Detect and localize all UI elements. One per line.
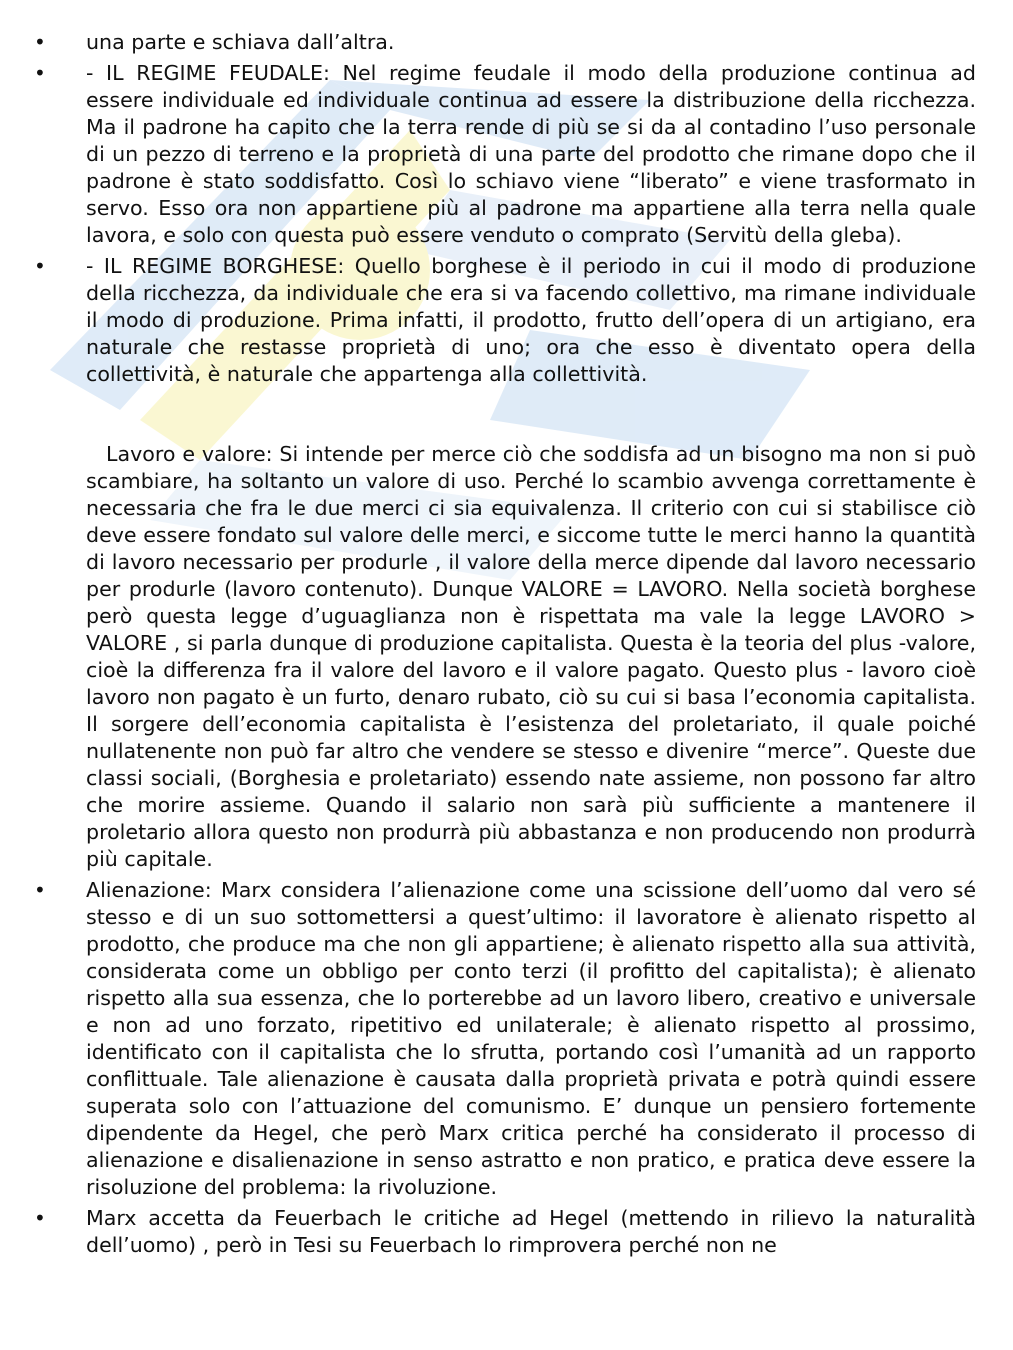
paragraph-text: - IL REGIME FEUDALE: Nel regime feudale il modo della produzione continua ad essere individuale ed individuale continua ad essere la distribuzione della ricchezza. Ma il padrone ha capito che la terra rende di più se si da al contadino l’uso personale di un pezzo di terreno e la proprietà di una parte del prodotto che rimane dopo che il padrone è stato soddisfatto. Così lo schiavo viene “liberato” e viene trasformato in servo. Esso ora non appartiene più al padrone ma appartiene alla terra nella quale lavora, e solo con questa può essere venduto o comprato (Servitù della gleba). (86, 61, 976, 247)
bullet-icon: • (34, 30, 46, 54)
paragraph-text: Alienazione: Marx considera l’alienazione come una scissione dell’uomo dal vero sé stesso e di un suo sottomettersi a quest’ultimo: il lavoratore è alienato rispetto al prodotto, che produce ma che non gli appartiene; è alienato rispetto alla sua attività, considerata come un obbligo per conto terzi (il profitto del capitalista); è alienato rispetto alla sua essenza, che lo porterebbe ad un lavoro libero, creativo e universale e non ad uno forzato, ripetitivo ed unilaterale; è alienato rispetto al prossimo, identificato con il capitalista che lo sfrutta, portando così l’umanità ad un rapporto conflittuale. Tale alienazione è causata dalla proprietà privata e potrà quindi essere superata solo con l’attuazione del comunismo. E’ dunque un pensiero fortemente dipendente da Hegel, che però Marx critica perché ha considerato il processo di alienazione e disalienazione in senso astratto e non pratico, e pratica deve essere la risoluzione del problema: la rivoluzione. (86, 878, 976, 1199)
bullet-icon: • (34, 61, 46, 85)
paragraph-text: - IL REGIME BORGHESE: Quello borghese è il periodo in cui il modo di produzione della ricchezza, da individuale che era si va facendo collettivo, ma rimane individuale il modo di produzione. Prima infatti, il prodotto, frutto dell’opera di un artigiano, era naturale che restasse proprietà di uno; ora che esso è diventato opera della collettività, è naturale che appartenga alla collettività. (86, 254, 976, 386)
list-item (0, 60, 976, 249)
list-item (0, 253, 976, 388)
bullet-icon: • (34, 878, 46, 902)
bullet-icon: • (34, 1206, 46, 1230)
paragraph-text: Marx accetta da Feuerbach le critiche ad Hegel (mettendo in rilievo la naturalità dell’uomo) , però in Tesi su Feuerbach lo rimprovera perché non ne (86, 1206, 976, 1257)
paragraph-text: Lavoro e valore: Si intende per merce ciò che soddisfa ad un bisogno ma non si può scambiare, ha soltanto un valore di uso. Perché lo scambio avvenga correttamente è necessaria che fra le due merci ci sia equivalenza. Il criterio con cui si stabilisce ciò deve essere fondato sul valore delle merci, e siccome tutte le merci hanno la quantità di lavoro necessario per produrle , il valore della merce dipende dal lavoro necessario per produrle (lavoro contenuto). Dunque VALORE = LAVORO. Nella società borghese però questa legge d’uguaglianza non è rispettata ma vale la legge LAVORO > VALORE , si parla dunque di produzione capitalista. Questa è la teoria del plus -valore, cioè la differenza fra il valore del lavoro e il valore pagato. Questo plus - lavoro cioè lavoro non pagato è un furto, denaro rubato, ciò su cui si basa l’economia capitalista. Il sorgere dell’economia capitalista è l’esistenza del proletariato, il quale poiché nullatenente non può far altro che vendere se stesso e divenire “merce”. Queste due classi sociali, (Borghesia e proletariato) essendo nate assieme, non possono far altro che morire assieme. Quando il salario non sarà più sufficiente a mantenere il proletario allora questo non produrrà più abbastanza e non producendo non produrrà più capitale. (86, 442, 976, 871)
list-item (0, 29, 976, 56)
list-item (0, 877, 976, 1201)
list-item (0, 1205, 976, 1259)
bullet-icon: • (34, 254, 46, 278)
list-item (0, 441, 976, 873)
paragraph-text: una parte e schiava dall’altra. (86, 30, 395, 54)
paragraph-gap (0, 392, 1013, 441)
